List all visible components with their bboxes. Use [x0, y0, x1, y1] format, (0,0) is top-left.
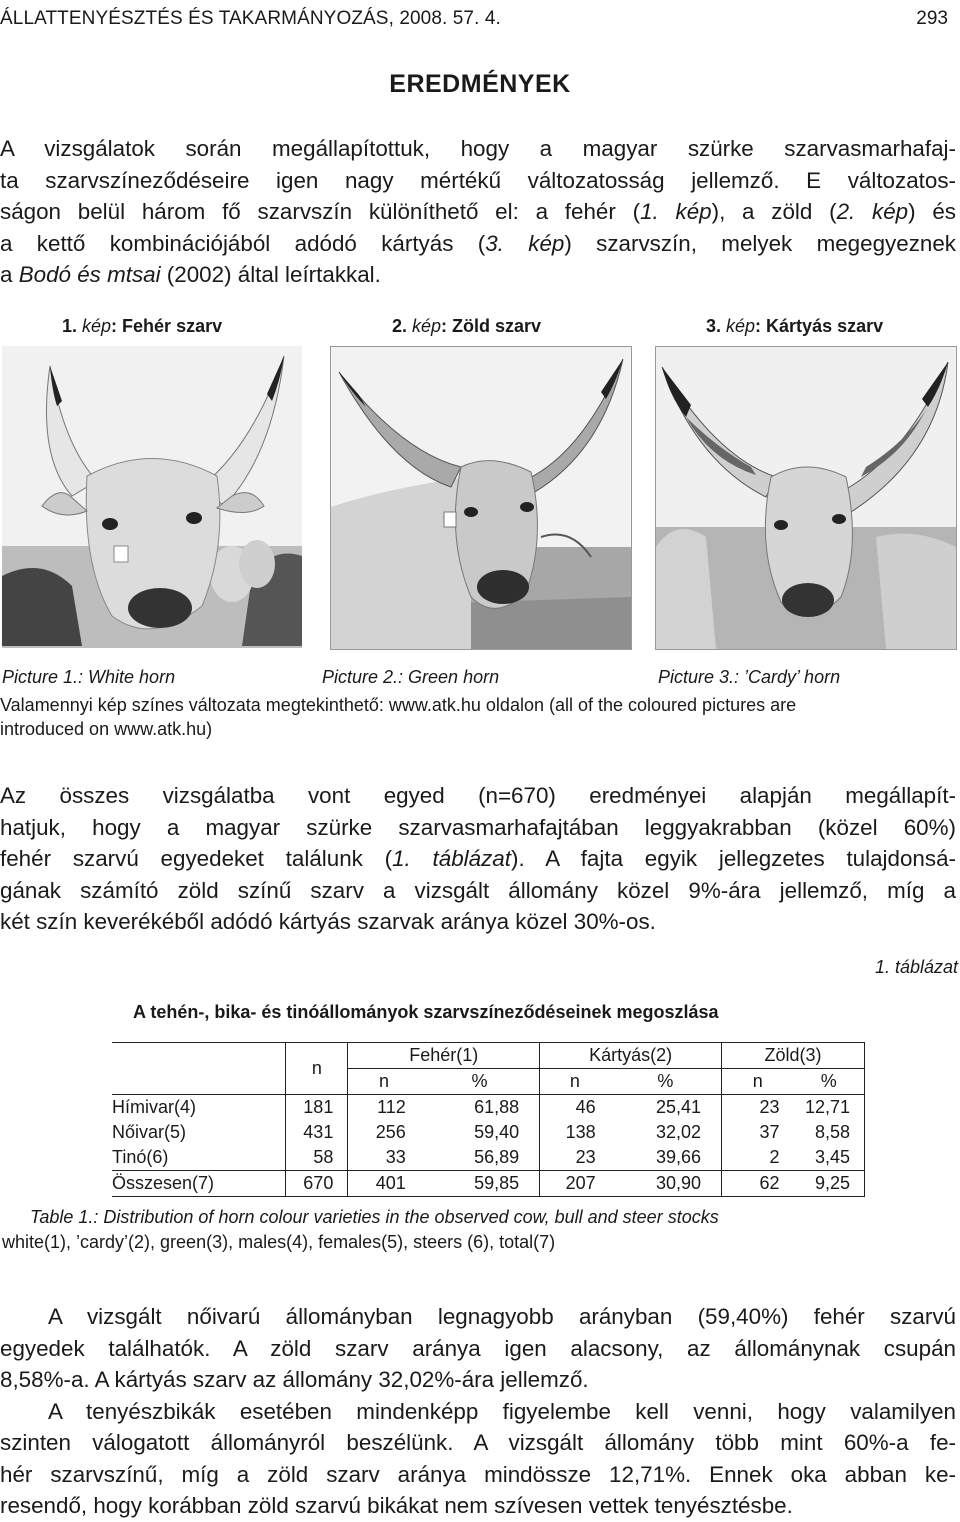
text-line: szinten válogatott állományról beszélünk. A vizsgált állomány több mint 60%-a fe-	[0, 1430, 956, 1455]
table-header-group: Fehér(1)	[348, 1043, 540, 1069]
photo-cardy-horn	[655, 346, 957, 650]
photo-3-caption: 3. kép: Kártyás szarv	[706, 316, 884, 336]
text-line: egyedek találhatók. A zöld szarv aránya igen alacsony, az állománynak csupán	[0, 1335, 956, 1361]
text-line: a Bodó és mtsai (2002) által leírtakkal.	[0, 262, 381, 287]
text-line: resendő, hogy korábban zöld szarvú bikákat nem szívesen vettek tenyésztésbe.	[0, 1493, 793, 1518]
text-line: ta szarvszíneződéseire igen nagy mértékű változatosság jellemző. E változatos-	[0, 167, 956, 193]
table-subheader: n	[348, 1069, 420, 1095]
photo-2-caption: 2. kép: Zöld szarv	[392, 316, 542, 336]
text-line: introduced on www.atk.hu)	[0, 719, 213, 739]
text-line: Valamennyi kép színes változata megtekinthető: www.atk.hu oldalon (all of the coloured pictures are	[0, 695, 797, 715]
text-line: A vizsgálatok során megállapítottuk, hogy a magyar szürke szarvasmarhafaj-	[0, 136, 956, 161]
photo-2-caption-en: Picture 2.: Green horn	[322, 667, 500, 687]
table-label: 1. táblázat	[874, 957, 958, 977]
text-line: fehér szarvú egyedeket találunk (1. táblázat). A fajta egyik jellegzetes tulajdonsá-	[0, 846, 956, 871]
paragraph-results	[0, 780, 956, 938]
table-legend-en: white(1), ’cardy’(2), green(3), males(4), females(5), steers (6), total(7)	[2, 1232, 556, 1252]
table-row: Tinó(6) 58 33 56,89 23 39,66 2 3,45	[112, 1145, 865, 1171]
text-line: ságon belül három fő szarvszín különíthető el: a fehér (1. kép), a zöld (2. kép) és	[0, 199, 956, 224]
text-line: 8,58%-a. A kártyás szarv az állomány 32,02%-ára jellemző.	[0, 1367, 589, 1392]
table-caption-en: Table 1.: Distribution of horn colour varieties in the observed cow, bull and steer stocks	[30, 1207, 719, 1227]
paragraph-discussion	[0, 1301, 956, 1522]
page-number: 293	[916, 8, 948, 29]
text-line: A tenyészbikák esetében mindenképp figyelembe kell venni, hogy valamilyen	[48, 1398, 956, 1424]
text-line: két szín keverékéből adódó kártyás szarvak aránya közel 30%-os.	[0, 909, 656, 934]
text-line: a kettő kombinációjából adódó kártyás (3. kép) szarvszín, melyek megegyeznek	[0, 230, 956, 256]
photo-1-caption-en: Picture 1.: White horn	[2, 667, 176, 687]
table-row: Összesen(7) 670 401 59,85 207 30,90 62 9,25	[112, 1171, 865, 1197]
text-line: Az összes vizsgálatba vont egyed (n=670) eredményei alapján megállapít-	[0, 783, 956, 808]
table-subheader: %	[657, 1071, 674, 1091]
text-line: hér szarvszínű, míg a zöld szarv aránya mindössze 12,71%. Ennek oka abban ke-	[0, 1461, 956, 1487]
table-subheader: %	[471, 1071, 488, 1091]
table-subheader: %	[793, 1069, 864, 1095]
horn-colour-table	[112, 1042, 865, 1197]
cattle-photo-icon	[656, 347, 956, 649]
text-line: A vizsgált nőivarú állományban legnagyobb arányban (59,40%) fehér szarvú	[48, 1304, 956, 1329]
photo-green-horn	[330, 346, 632, 650]
photo-note	[0, 693, 956, 741]
photo-1-caption: 1. kép: Fehér szarv	[62, 316, 223, 336]
table-header-group: Zöld(3)	[722, 1043, 865, 1069]
table-header-group: Kártyás(2)	[540, 1043, 722, 1069]
text-line: hatjuk, hogy a magyar szürke szarvasmarhafajtában leggyakrabban (közel 60%)	[0, 814, 956, 840]
cattle-photo-icon	[331, 347, 631, 649]
table-header-n: n	[286, 1043, 348, 1095]
cattle-photo-icon	[2, 346, 302, 648]
text-line: gának számító zöld színű szarv a vizsgált állomány közel 9%-ára jellemző, míg a	[0, 877, 956, 903]
section-title: EREDMÉNYEK	[389, 70, 571, 98]
table-subheader: n	[722, 1069, 794, 1095]
journal-header: ÁLLATTENYÉSZTÉS ÉS TAKARMÁNYOZÁS, 2008. 57. 4.	[0, 8, 501, 29]
table-row: Hímivar(4) 181 112 61,88 46 25,41 23 12,71	[112, 1095, 865, 1121]
table-row: Nőivar(5) 431 256 59,40 138 32,02 37 8,58	[112, 1120, 865, 1145]
table-subheader: n	[540, 1069, 610, 1095]
photo-white-horn	[2, 346, 302, 648]
table-title: A tehén-, bika- és tinóállományok szarvszíneződéseinek megoszlása	[133, 1002, 719, 1022]
paragraph-intro	[0, 133, 956, 291]
photo-3-caption-en: Picture 3.: ’Cardy’ horn	[658, 667, 841, 687]
